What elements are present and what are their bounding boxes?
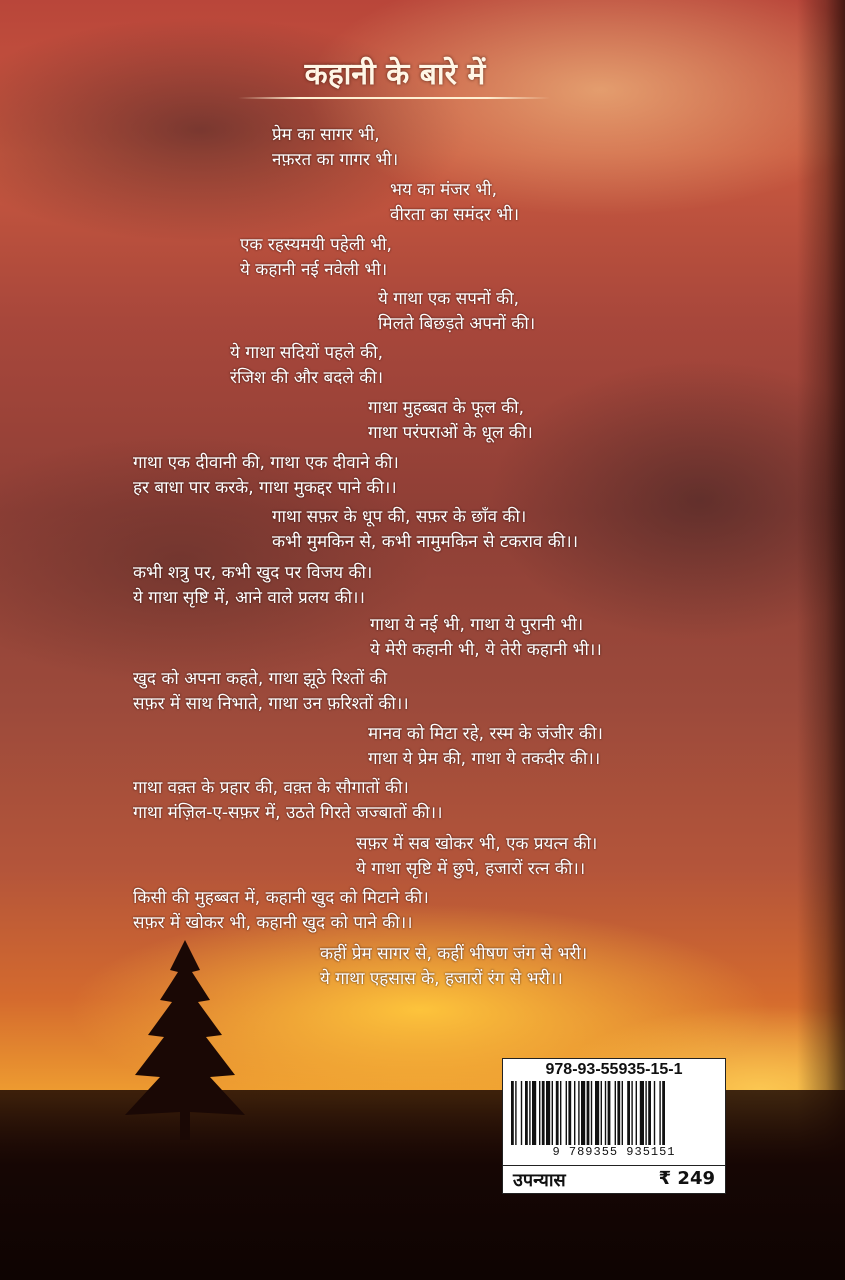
- poem-line: ये कहानी नई नवेली भी।: [240, 260, 388, 280]
- barcode-bar: [515, 1081, 516, 1145]
- barcode-bar: [662, 1081, 665, 1145]
- barcode-bar: [546, 1081, 550, 1145]
- barcode-bar: [648, 1081, 651, 1145]
- poem-line: सफ़र में सब खोकर भी, एक प्रयत्न की।: [356, 834, 598, 854]
- barcode-bar: [622, 1081, 623, 1145]
- barcode-bar: [636, 1081, 637, 1145]
- barcode-bar: [659, 1081, 660, 1145]
- poem-line: कभी मुमकिन से, कभी नामुमकिन से टकराव की।।: [272, 532, 579, 552]
- barcode-bar: [521, 1081, 522, 1145]
- barcode-bar: [556, 1081, 559, 1145]
- isbn-number: 978-93-55935-15-1: [545, 1061, 683, 1078]
- barcode-bar: [578, 1081, 579, 1145]
- poem-line: गाथा ये प्रेम की, गाथा ये तकदीर की।।: [368, 749, 601, 769]
- poem-line: गाथा वक़्त के प्रहार की, वक़्त के सौगातों की।: [133, 778, 409, 798]
- barcode-bar: [542, 1081, 545, 1145]
- tree-silhouette: [110, 940, 260, 1140]
- poem-line: ये गाथा सृष्टि में छुपे, हजारों रत्न की।।: [356, 859, 586, 879]
- barcode-bar: [640, 1081, 644, 1145]
- barcode-bar: [645, 1081, 646, 1145]
- poem-line: हर बाधा पार करके, गाथा मुकद्दर पाने की।।: [133, 478, 397, 498]
- poem-line: एक रहस्यमयी पहेली भी,: [240, 235, 392, 255]
- barcode-bars: [511, 1081, 717, 1145]
- barcode-bar: [587, 1081, 590, 1145]
- barcode-bar: [601, 1081, 602, 1145]
- barcode-bar: [605, 1081, 606, 1145]
- barcode-bar: [591, 1081, 592, 1145]
- barcode-bar: [511, 1081, 514, 1145]
- poem-line: ये गाथा सृष्टि में, आने वाले प्रलय की।।: [133, 588, 365, 608]
- poem-line: रंजिश की और बदले की।: [230, 368, 384, 388]
- poem-line: खुद को अपना कहते, गाथा झूठे रिश्तों की: [133, 669, 387, 689]
- barcode-bar: [525, 1081, 528, 1145]
- barcode-bar: [615, 1081, 616, 1145]
- genre-price-row: [503, 1165, 725, 1194]
- poem-line: नफ़रत का गागर भी।: [272, 150, 399, 170]
- poem-line: ये गाथा सदियों पहले की,: [230, 343, 383, 363]
- barcode-bar: [574, 1081, 575, 1145]
- poem-line: गाथा ये नई भी, गाथा ये पुरानी भी।: [370, 615, 584, 635]
- poem-line: गाथा परंपराओं के धूल की।: [368, 423, 533, 443]
- barcode-bar: [539, 1081, 540, 1145]
- poem-line: भय का मंजर भी,: [390, 180, 497, 200]
- barcode-bar: [617, 1081, 620, 1145]
- poem-line: ये मेरी कहानी भी, ये तेरी कहानी भी।।: [370, 640, 602, 660]
- poem-line: गाथा मंज़िल-ए-सफ़र में, उठते गिरते जज्बातों की।।: [133, 803, 443, 823]
- poem-line: गाथा सफ़र के धूप की, सफ़र के छाँव की।: [272, 507, 527, 527]
- poem-line: सफ़र में साथ निभाते, गाथा उन फ़रिश्तों की।।: [133, 694, 409, 714]
- genre-label: उपन्यास: [513, 1170, 566, 1191]
- poem-line: किसी की मुहब्बत में, कहानी खुद को मिटाने की।: [133, 888, 429, 908]
- barcode-bar: [608, 1081, 611, 1145]
- poem-line: सफ़र में खोकर भी, कहानी खुद को पाने की।।: [133, 913, 413, 933]
- poem-line: प्रेम का सागर भी,: [272, 125, 380, 145]
- heading-underline: [238, 97, 550, 99]
- barcode-bar: [568, 1081, 571, 1145]
- barcode-bar: [595, 1081, 599, 1145]
- poem-line: वीरता का समंदर भी।: [390, 205, 520, 225]
- barcode-bar: [566, 1081, 567, 1145]
- price-label: ₹ 249: [658, 1168, 715, 1189]
- poem-line: ये गाथा एहसास के, हजारों रंग से भरी।।: [320, 969, 563, 989]
- barcode-bar: [631, 1081, 632, 1145]
- cover-heading: कहानी के बारे में: [304, 57, 486, 92]
- barcode-bar: [654, 1081, 655, 1145]
- poem-line: मानव को मिटा रहे, रस्म के जंजीर की।: [368, 724, 603, 744]
- barcode-digits: 9 789355 935151: [552, 1145, 676, 1159]
- barcode-bar: [581, 1081, 585, 1145]
- poem-line: मिलते बिछड़ते अपनों की।: [378, 314, 536, 334]
- barcode-bar: [532, 1081, 536, 1145]
- barcode-label: [502, 1058, 726, 1194]
- poem-line: गाथा मुहब्बत के फूल की,: [368, 398, 524, 418]
- barcode-bar: [627, 1081, 630, 1145]
- poem-line: कहीं प्रेम सागर से, कहीं भीषण जंग से भरी।: [320, 944, 588, 964]
- poem-line: ये गाथा एक सपनों की,: [378, 289, 520, 309]
- barcode-bar: [552, 1081, 553, 1145]
- poem-line: कभी शत्रु पर, कभी खुद पर विजय की।: [133, 563, 373, 583]
- barcode-bar: [560, 1081, 561, 1145]
- poem-line: गाथा एक दीवानी की, गाथा एक दीवाने की।: [133, 453, 399, 473]
- cover-spine-shadow: [797, 0, 845, 1280]
- barcode-bar: [529, 1081, 530, 1145]
